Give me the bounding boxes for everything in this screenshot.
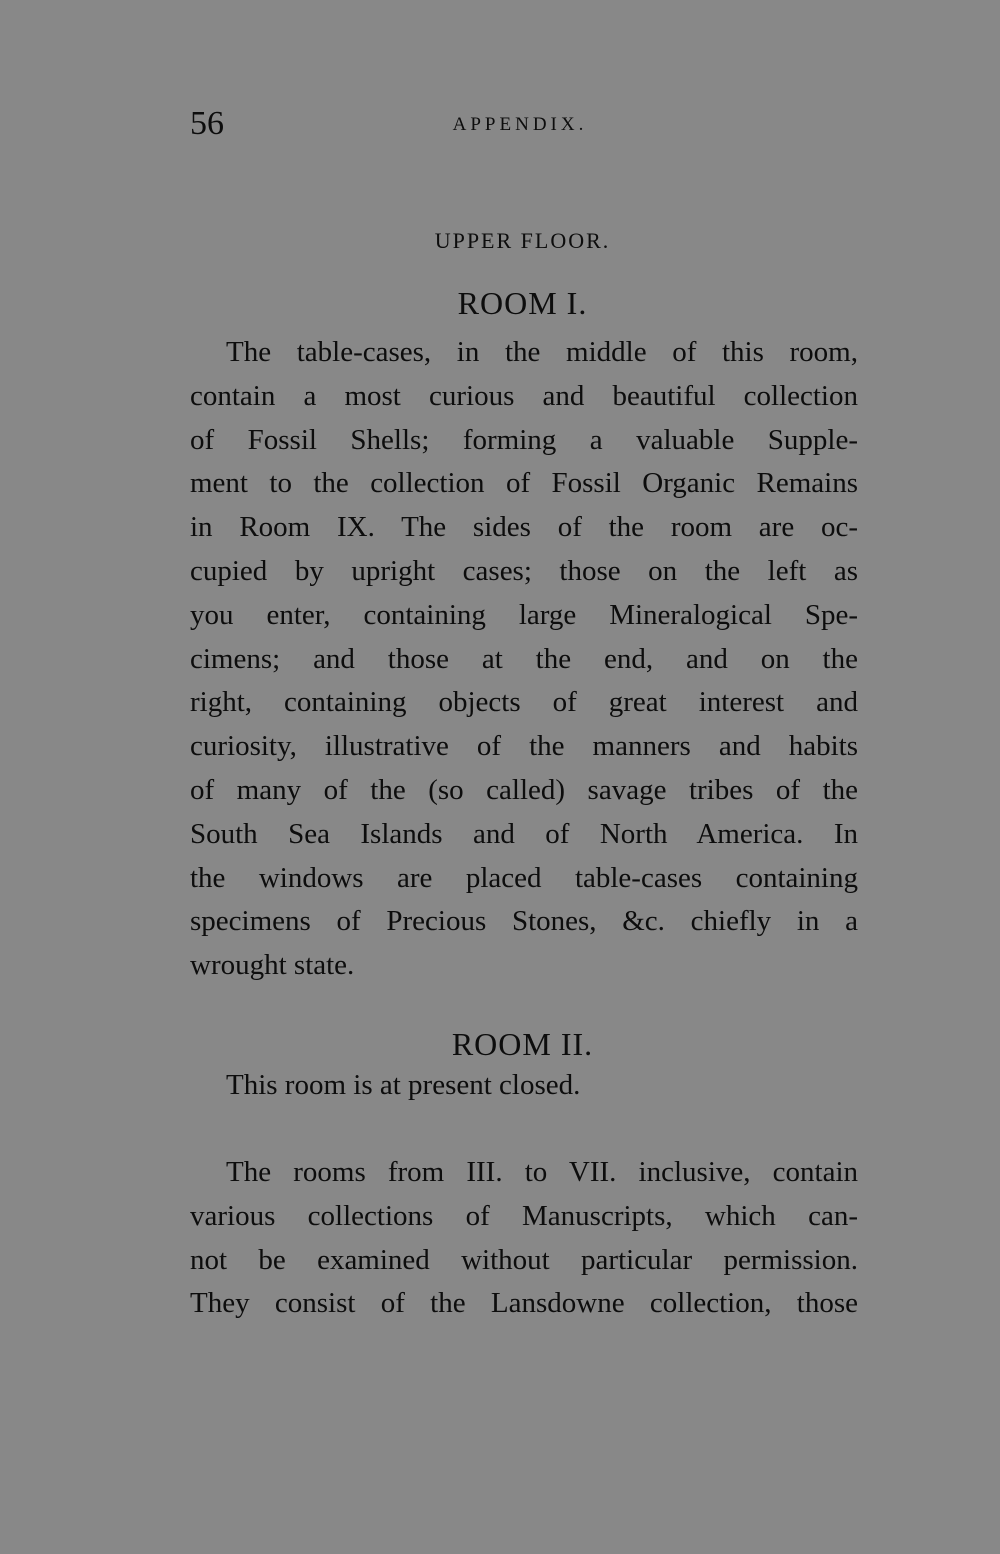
text-line: This room is at present closed. — [226, 1069, 581, 1101]
running-head: APPENDIX. — [452, 114, 588, 135]
text-line: various collections of Manuscripts, which can- — [190, 1199, 858, 1232]
text-line: The rooms from III. to VII. inclusive, contain — [226, 1156, 858, 1188]
room-2-paragraph — [190, 1064, 858, 1108]
text-line: not be examined without particular permission. — [190, 1243, 858, 1276]
text-line: wrought state. — [190, 949, 355, 982]
text-line: cupied by upright cases; those on the left as — [190, 554, 858, 587]
room-2-heading: ROOM II. — [451, 1026, 594, 1062]
text-line: contain a most curious and beautiful collection — [190, 379, 858, 412]
text-line: right, containing objects of great interest and — [190, 686, 858, 719]
text-line: South Sea Islands and of North America. In — [190, 817, 858, 850]
text-line: They consist of the Lansdowne collection, those — [190, 1287, 858, 1320]
text-line: the windows are placed table-cases containing — [190, 861, 858, 894]
text-line: specimens of Precious Stones, &c. chiefly in a — [190, 905, 858, 938]
text-line: of many of the (so called) savage tribes of the — [190, 773, 858, 806]
text-line: curiosity, illustrative of the manners and habits — [190, 730, 858, 763]
text-line: ment to the collection of Fossil Organic Remains — [190, 467, 858, 500]
rooms-3-to-7-paragraph — [190, 1151, 858, 1326]
page-number: 56 — [190, 105, 224, 142]
text-line: of Fossil Shells; forming a valuable Supple- — [190, 423, 858, 456]
text-line: The table-cases, in the middle of this room, — [226, 336, 858, 368]
text-line: you enter, containing large Mineralogical Spe- — [190, 598, 858, 631]
room-1-paragraph — [190, 331, 858, 988]
text-line: cimens; and those at the end, and on the — [190, 642, 858, 675]
room-1-heading: ROOM I. — [457, 285, 588, 321]
section-heading: UPPER FLOOR. — [434, 228, 611, 253]
text-line: in Room IX. The sides of the room are oc- — [190, 511, 858, 544]
